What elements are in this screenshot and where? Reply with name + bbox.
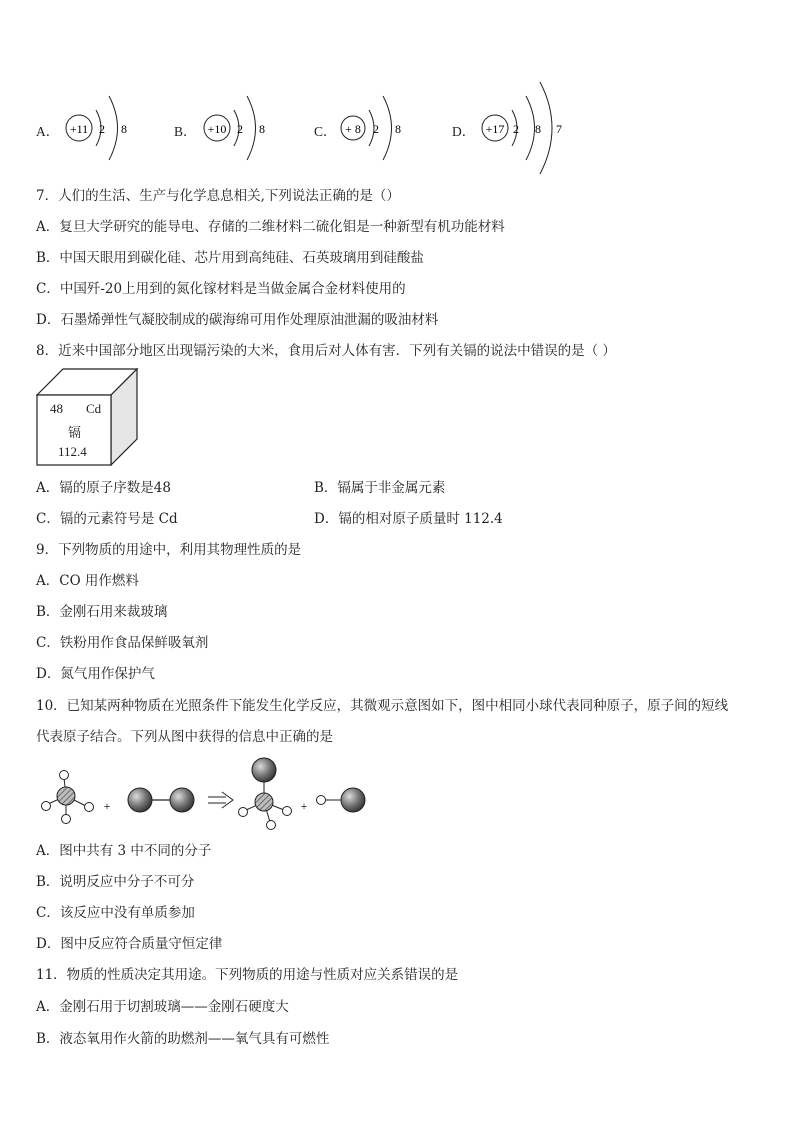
shell-electrons: 2	[513, 122, 519, 136]
electron-shell-arc	[109, 96, 118, 160]
electron-shell-arc	[383, 96, 392, 160]
shell-electrons: 8	[259, 122, 265, 136]
shell-electrons: 2	[99, 122, 105, 136]
q10-option-c: C．该反应中没有单质参加	[36, 905, 195, 921]
atom-diagram-c	[336, 92, 416, 164]
electron-shell-arc	[247, 96, 256, 160]
shell-electrons: 8	[121, 122, 127, 136]
q9-stem: 9．下列物质的用途中，利用其物理性质的是	[36, 542, 302, 558]
shell-electrons: 2	[237, 122, 243, 136]
shell-electrons: 8	[535, 122, 541, 136]
q9-option-b: B．金刚石用来裁玻璃	[36, 604, 168, 620]
product-molecule-1	[239, 758, 292, 830]
q10-stem-line2: 代表原子结合。下列从图中获得的信息中正确的是	[36, 729, 333, 745]
q7-option-a: A．复旦大学研究的能导电、存储的二维材料二硫化钼是一种新型有机功能材料	[36, 219, 505, 235]
q10-option-b: B．说明反应中分子不可分	[36, 874, 195, 890]
q8-option-c: C．镉的元素符号是 Cd	[36, 511, 178, 527]
electron-shell-arc	[526, 96, 535, 160]
reactant-molecule-1	[42, 771, 94, 824]
q10-option-d: D．图中反应符合质量守恒定律	[36, 936, 223, 952]
atom-diagram-b	[198, 92, 278, 164]
q8-option-b: B．镉属于非金属元素	[314, 480, 446, 496]
atom-option-c-letter: C．	[314, 124, 337, 139]
atom-option-a-letter: A．	[36, 124, 60, 139]
product-molecule-2	[317, 788, 366, 812]
element-card-cadmium	[36, 368, 140, 466]
element-cube-outline	[36, 368, 140, 466]
q9-option-c: C．铁粉用作食品保鲜吸氧剂	[36, 635, 209, 651]
electron-shell-arc	[540, 82, 552, 174]
q9-option-d: D．氮气用作保护气	[36, 666, 155, 682]
atom-option-b-letter: B．	[174, 124, 197, 139]
q11-option-b: B．液态氧用作火箭的助燃剂——氧气具有可燃性	[36, 1031, 330, 1047]
q8-option-d: D．镉的相对原子质量时 112.4	[314, 511, 503, 527]
q8-stem: 8．近来中国部分地区出现镉污染的大米，食用后对人体有害．下列有关镉的说法中错误的是（ ）	[36, 343, 616, 359]
atom-diagram-a	[60, 92, 140, 164]
element-symbol: Cd	[86, 401, 102, 416]
q8-option-a: A．镉的原子序数是48	[36, 480, 171, 496]
q7-stem: 7．人们的生活、生产与化学息息相关,下列说法正确的是（）	[36, 188, 400, 204]
atom-option-d-letter: D．	[452, 124, 476, 139]
q7-option-d: D．石墨烯弹性气凝胶制成的碳海绵可用作处理原油泄漏的吸油材料	[36, 312, 439, 328]
q10-stem-line1: 10．已知某两种物质在光照条件下能发生化学反应，其微观示意图如下，图中相同小球代表同种原子，原子间的短线	[36, 698, 729, 714]
nucleus-charge: +10	[207, 122, 227, 136]
element-atomic-number: 48	[50, 401, 63, 416]
q11-stem: 11．物质的性质决定其用途。下列物质的用途与性质对应关系错误的是	[36, 967, 459, 983]
reaction-diagram	[36, 756, 376, 844]
q9-option-a: A．CO 用作燃料	[36, 573, 139, 589]
nucleus-charge: +11	[69, 122, 89, 136]
reactant-molecule-2	[128, 788, 194, 812]
shell-electrons: 7	[556, 122, 562, 136]
q7-option-c: C．中国歼-20上用到的氮化镓材料是当做金属合金材料使用的	[36, 281, 406, 297]
q11-option-a: A．金刚石用于切割玻璃——金刚石硬度大	[36, 999, 289, 1015]
shell-electrons: 2	[373, 122, 379, 136]
plus-sign-1: +	[103, 799, 111, 813]
element-atomic-mass: 112.4	[58, 444, 87, 459]
shell-electrons: 8	[395, 122, 401, 136]
q10-option-a: A．图中共有 3 中不同的分子	[36, 843, 212, 859]
atom-diagram-d	[476, 80, 576, 176]
q7-option-b: B．中国天眼用到碳化硅、芯片用到高纯硅、石英玻璃用到硅酸盐	[36, 250, 424, 266]
nucleus-charge: +17	[485, 122, 505, 136]
element-name: 镉	[68, 425, 82, 440]
reaction-arrow-icon	[208, 792, 233, 808]
plus-sign-2: +	[300, 799, 308, 813]
nucleus-charge: + 8	[345, 122, 361, 136]
